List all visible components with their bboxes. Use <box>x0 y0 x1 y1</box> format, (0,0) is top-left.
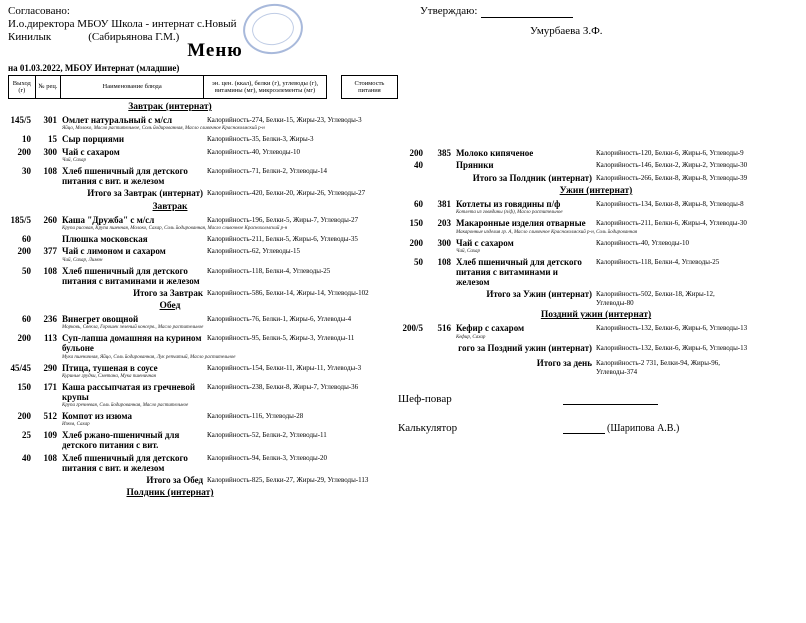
dish-out-value: 40 <box>414 160 423 171</box>
dish-row <box>8 134 398 144</box>
dish-out-value: 200 <box>409 148 423 158</box>
dish-nutrition: Калорийность-134, Белки-8, Жиры-8, Углеводы-8 <box>596 200 744 209</box>
calculator-signature-line <box>563 423 605 434</box>
dish-recipe-number: 300 <box>437 237 451 248</box>
dish-recipe-number: 377 <box>43 246 57 257</box>
approved-signature-line <box>481 7 573 18</box>
dish-row <box>8 363 398 380</box>
dish-name: Котлеты из говядины п/ф <box>456 199 561 210</box>
dish-recipe-number: 385 <box>437 148 451 158</box>
section-title-text: Завтрак (интернат) <box>128 102 212 112</box>
dish-ingredients: Изюм, Сахар <box>62 422 90 428</box>
dish-nutrition: Калорийность-71, Белки-2, Углеводы-14 <box>207 167 328 176</box>
dish-nutrition: Калорийность-146, Белки-2, Жиры-2, Углеводы-30 <box>596 161 748 170</box>
col-header-name: Наименование блюда <box>61 75 204 99</box>
dish-row <box>8 314 398 331</box>
dish-name: Компот из изюма <box>62 411 132 422</box>
dish-out-value: 185/5 <box>10 214 31 225</box>
document-title: Меню <box>187 40 243 61</box>
section-title <box>8 488 332 498</box>
dish-name: Плюшка московская <box>62 233 148 244</box>
chef-signature-line <box>563 394 658 405</box>
dish-out-value: 60 <box>22 314 31 325</box>
section-total-label: Итого за Обед <box>146 474 203 485</box>
dish-out-value: 200 <box>409 237 423 248</box>
approved-label: Утверждаю: <box>420 5 478 17</box>
dish-ingredients: Куриные грудки, Сметана, Мука пшеничная <box>62 373 156 379</box>
section-total-row <box>8 188 398 198</box>
dish-ingredients: Яйцо, Молоко, Масло растительное, Соль йодированная, Масло сливочное Краснохолмский р-н <box>62 126 265 132</box>
dish-nutrition: Калорийность-40, Углеводы-10 <box>596 238 689 247</box>
approved-block <box>420 5 750 38</box>
col-header-cost: Стоимость питания <box>341 75 398 99</box>
dish-nutrition: Калорийность-238, Белки-8, Жиры-7, Углеводы-36 <box>207 382 359 391</box>
dish-nutrition: Калорийность-211, Белки-5, Жиры-6, Углеводы-35 <box>207 234 358 243</box>
dish-name: Кефир с сахаром <box>456 323 525 334</box>
dish-name: Каша рассыпчатая из гречневой крупы <box>62 381 196 402</box>
section-total-row <box>8 475 398 485</box>
agreed-label: Согласовано: <box>8 5 70 17</box>
section-total-label: Итого за Ужин (интернат) <box>486 289 592 300</box>
section-total-label: Итого за Завтрак <box>133 287 203 298</box>
agreed-signature: (Сабирьянова Г.М.) <box>88 31 180 44</box>
dish-ingredients: Мука пшеничная, Яйцо, Соль йодированная, Лук репчатый, Масло растительное <box>62 354 236 360</box>
chef-label: Шеф-повар <box>398 393 452 406</box>
dish-row <box>398 199 806 216</box>
dish-ingredients: Макаронные изделия гр. А, Масло сливочное Краснохолмский р-н, Соль йодированная <box>456 229 638 235</box>
dish-row <box>8 411 398 428</box>
section-total-label: Итого за Полдник (интернат) <box>472 172 592 183</box>
dish-nutrition: Калорийность-94, Белки-3, Углеводы-20 <box>207 453 328 462</box>
dish-name: Сыр порциями <box>62 134 125 145</box>
dish-out-value: 145/5 <box>10 115 31 125</box>
dish-nutrition: Калорийность-154, Белки-11, Жиры-11, Углеводы-3 <box>207 363 362 372</box>
dish-row <box>8 430 398 450</box>
dish-row <box>398 218 806 235</box>
dish-row <box>8 166 398 186</box>
section-title-text: Полдник (интернат) <box>126 488 214 499</box>
dish-nutrition: Калорийность-52, Белки-2, Углеводы-11 <box>207 431 327 440</box>
dish-recipe-number <box>36 234 62 244</box>
dish-name: Хлеб пшеничный для детского питания с вит. и железом <box>62 166 188 187</box>
dish-nutrition: Калорийность-196, Белки-5, Жиры-7, Углеводы-27 <box>207 215 359 224</box>
section-total-row <box>398 173 806 183</box>
dish-recipe-number: 516 <box>437 323 451 334</box>
section-total-nutrition: Калорийность-825, Белки-27, Жиры-29, Углеводы-113 <box>207 475 369 484</box>
dish-row <box>8 382 398 409</box>
right-column <box>398 75 806 434</box>
section-total-label: гого за Поздний ужин (интернат) <box>458 342 592 353</box>
dish-row <box>8 246 398 263</box>
section-total-row <box>8 288 398 298</box>
left-sections <box>8 102 398 498</box>
section-title <box>398 186 794 196</box>
dish-out-value: 40 <box>22 452 31 463</box>
dish-nutrition: Калорийность-116, Углеводы-28 <box>207 412 304 421</box>
dish-recipe-number: 260 <box>43 214 57 225</box>
col-header-out: Выход (г) <box>8 75 36 99</box>
dish-row <box>398 148 806 158</box>
dish-nutrition: Калорийность-76, Белки-1, Жиры-6, Углеводы-4 <box>207 315 352 324</box>
dish-name: Хлеб пшеничный для детского питания с витаминами и железом <box>456 257 582 288</box>
right-sections <box>398 148 806 353</box>
dish-row <box>8 147 398 164</box>
dish-name: Пряники <box>456 160 494 171</box>
section-total-nutrition: Калорийность-132, Белки-6, Жиры-6, Углеводы-13 <box>596 343 748 352</box>
dish-ingredients: Чай, Сахар <box>456 249 480 255</box>
agreed-line2: Кинилык <box>8 31 52 44</box>
dish-row <box>398 160 806 170</box>
dish-row <box>8 266 398 286</box>
section-title-text: Поздний ужин (интернат) <box>540 310 652 321</box>
dish-out-value: 50 <box>22 265 31 276</box>
section-total-row <box>398 343 806 353</box>
dish-recipe-number: 108 <box>43 265 57 276</box>
dish-name: Чай с сахаром <box>456 237 514 248</box>
dish-name: Суп-лапша домашняя на курином бульоне <box>62 333 202 354</box>
calculator-label: Калькулятор <box>398 422 458 435</box>
dish-out-value: 60 <box>414 199 423 210</box>
dish-nutrition: Калорийность-132, Белки-6, Жиры-6, Углеводы-13 <box>596 324 748 333</box>
dish-out-value: 45/45 <box>10 362 31 373</box>
dish-out-value: 200 <box>17 333 31 344</box>
dish-recipe-number: 113 <box>43 333 57 344</box>
dish-nutrition: Калорийность-118, Белки-4, Углеводы-25 <box>207 266 331 275</box>
dish-row <box>8 215 398 232</box>
dish-name: Омлет натуральный с м/сл <box>62 115 173 125</box>
dish-nutrition: Калорийность-120, Белки-6, Жиры-6, Углеводы-9 <box>596 149 744 157</box>
dish-recipe-number: 108 <box>43 166 57 177</box>
section-title-text: Ужин (интернат) <box>559 186 633 197</box>
dish-recipe-number: 171 <box>43 381 57 392</box>
section-title <box>8 202 332 212</box>
section-total-nutrition: Калорийность-266, Белки-8, Жиры-8, Углеводы-39 <box>596 173 748 182</box>
left-column <box>0 75 398 501</box>
dish-recipe-number: 15 <box>48 134 57 145</box>
dish-row <box>8 234 398 244</box>
dish-nutrition: Калорийность-118, Белки-4, Углеводы-25 <box>596 258 720 267</box>
dish-name: Хлеб ржано-пшеничный для детского питания с вит. <box>62 430 180 451</box>
section-total-nutrition: Калорийность-420, Белки-20, Жиры-26, Углеводы-27 <box>207 189 366 198</box>
section-total-nutrition: Калорийность-502, Белки-18, Жиры-12, Углеводы-80 <box>596 290 715 307</box>
dish-row <box>8 453 398 473</box>
dish-name: Чай с сахаром <box>62 146 120 157</box>
col-header-gap <box>327 75 341 99</box>
calculator-signature-row <box>398 422 806 434</box>
dish-ingredients: Крупа рисовая, Крупа пшенная, Молоко, Сахар, Соль йодированная, Масло сливочное Краснохолмский р-н <box>62 225 288 231</box>
dish-ingredients: Морковь, Свекла, Горошек зеленый консерв., Масло растительное <box>62 325 204 331</box>
dish-name: Винегрет овощной <box>62 314 139 325</box>
dish-ingredients: Чай, Сахар, Лимон <box>62 257 103 263</box>
dish-nutrition: Калорийность-274, Белки-15, Жиры-23, Углеводы-3 <box>207 116 362 124</box>
grand-total-nutrition: Калорийность-2 731, Белки-94, Жиры-96, Углеводы-374 <box>596 359 720 376</box>
dish-name: Хлеб пшеничный для детского питания с витаминами и железом <box>62 265 200 286</box>
col-header-nutrition: эн. цен. (ккал), белки (г), углеводы (г), витамины (мг), микроэлементы (мг) <box>204 75 327 99</box>
dish-out-value: 50 <box>414 257 423 268</box>
dish-recipe-number: 512 <box>43 411 57 422</box>
dish-recipe-number: 108 <box>437 257 451 268</box>
dish-ingredients: Крупа гречневая, Соль йодированная, Масло растительное <box>62 403 189 409</box>
section-title-text: Завтрак <box>152 201 188 212</box>
dish-name: Молоко кипяченое <box>456 148 534 158</box>
dish-out-value: 60 <box>22 233 31 244</box>
dish-out-value: 200 <box>17 146 31 157</box>
dish-recipe-number: 108 <box>43 452 57 463</box>
dish-recipe-number: 236 <box>43 314 57 325</box>
grand-total-row <box>398 358 806 376</box>
dish-recipe-number: 109 <box>43 430 57 441</box>
dish-out-value: 150 <box>17 381 31 392</box>
dish-nutrition: Калорийность-95, Белки-5, Жиры-3, Углеводы-11 <box>207 334 355 343</box>
dish-row <box>398 238 806 255</box>
approved-label-row <box>420 5 750 18</box>
dish-nutrition: Калорийность-35, Белки-3, Жиры-3 <box>207 135 314 144</box>
dish-name: Хлеб пшеничный для детского питания с вит. и железом <box>62 452 188 473</box>
dish-ingredients: Котлета из говядины (п/ф), Масло растительное <box>456 210 563 216</box>
dish-out-value: 200/5 <box>402 323 423 334</box>
section-total-row <box>398 289 806 307</box>
agreed-line1: И.о.директора МБОУ Школа - интернат с.Новый <box>8 18 237 31</box>
section-title <box>8 102 332 112</box>
col-header-rec: № рец. <box>36 75 62 99</box>
dish-ingredients: Кефир, Сахар <box>456 334 486 340</box>
dish-out-value: 200 <box>17 411 31 422</box>
dish-recipe-number: 301 <box>43 115 57 125</box>
dish-recipe-number: 300 <box>43 146 57 157</box>
calculator-signature-name: (Шарипова А.В.) <box>607 423 680 435</box>
section-title <box>8 301 332 311</box>
section-title-text: Обед <box>159 301 181 312</box>
dish-nutrition: Калорийность-211, Белки-6, Жиры-4, Углеводы-30 <box>596 219 747 228</box>
dish-out-value: 30 <box>22 166 31 177</box>
dish-name: Макаронные изделия отварные <box>456 218 586 229</box>
dish-row <box>8 333 398 360</box>
dish-out-value: 200 <box>17 246 31 257</box>
approved-signature: Умурбаева З.Ф. <box>530 25 603 38</box>
document-subtitle: на 01.03.2022, МБОУ Интернат (младшие) <box>8 63 180 73</box>
dish-row <box>398 323 806 340</box>
dish-out-value: 25 <box>22 430 31 441</box>
section-total-label: Итого за Завтрак (интернат) <box>87 188 203 199</box>
dish-recipe-number <box>428 160 456 170</box>
grand-total-label: Итого за день <box>536 358 592 369</box>
table-header <box>8 75 398 99</box>
chef-signature-row <box>398 393 806 405</box>
dish-recipe-number: 381 <box>437 199 451 210</box>
dish-recipe-number: 290 <box>43 362 57 373</box>
menu-columns <box>0 75 806 501</box>
dish-recipe-number: 203 <box>437 218 451 229</box>
dish-name: Птица, тушеная в соусе <box>62 362 158 373</box>
dish-out-value: 10 <box>22 134 31 145</box>
section-total-nutrition: Калорийность-586, Белки-14, Жиры-14, Углеводы-102 <box>207 288 369 297</box>
dish-nutrition: Калорийность-40, Углеводы-10 <box>207 147 300 156</box>
dish-row <box>398 257 806 287</box>
dish-out-value: 150 <box>409 218 423 229</box>
section-title <box>398 310 794 320</box>
dish-row <box>8 115 398 132</box>
dish-name: Каша "Дружба" с м/сл <box>62 214 155 225</box>
dish-name: Чай с лимоном и сахаром <box>62 246 166 257</box>
dish-nutrition: Калорийность-62, Углеводы-15 <box>207 247 300 256</box>
dish-ingredients: Чай, Сахар <box>62 158 86 164</box>
